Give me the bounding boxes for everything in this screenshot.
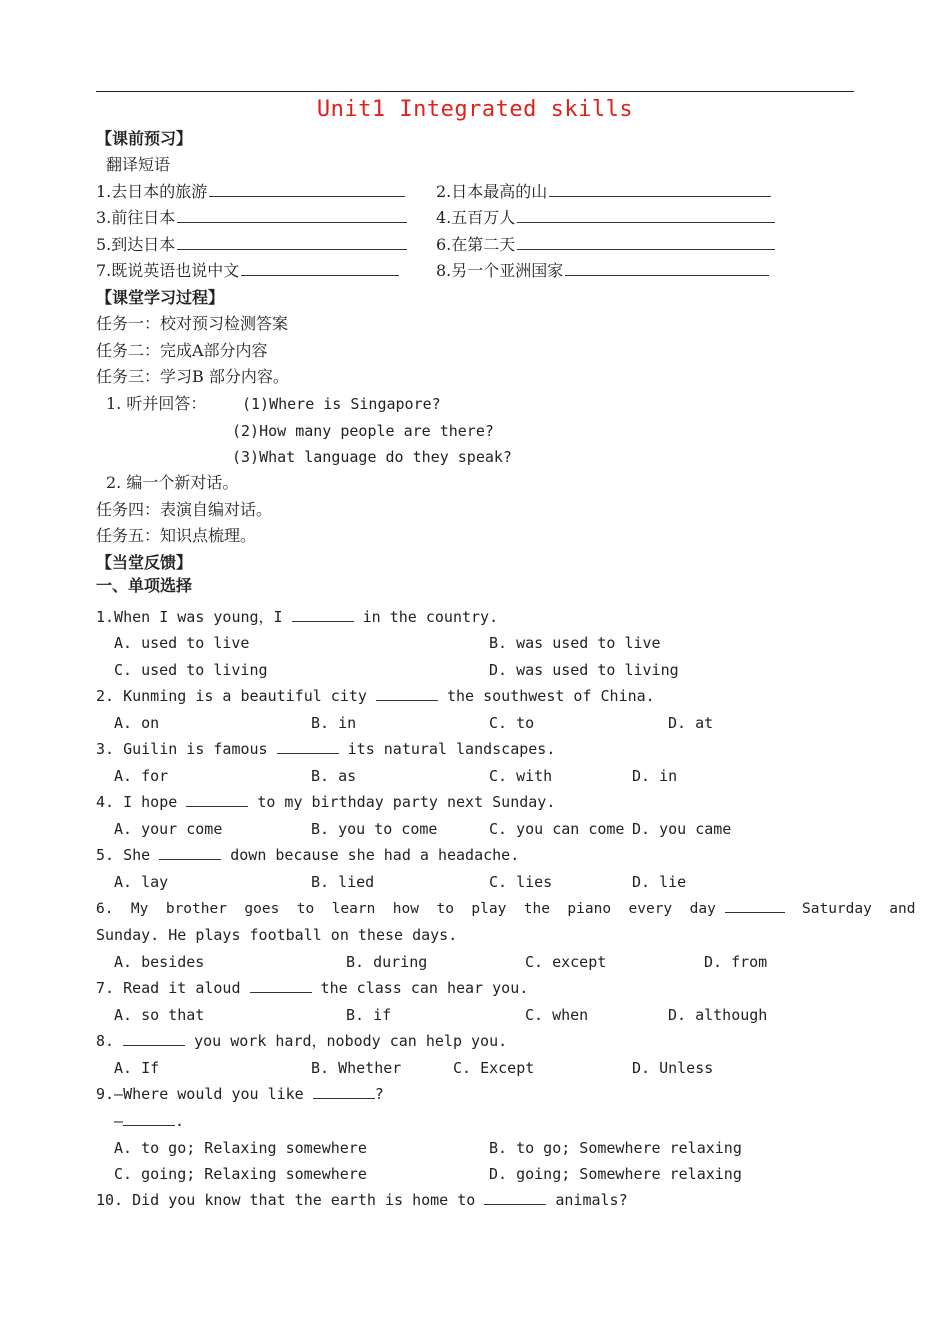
answer-blank[interactable] [376,687,438,701]
section-classroom-heading: 【课堂学习过程】 [96,288,225,307]
task-4: 任务四：表演自编对话。 [96,500,273,519]
question-9-stem: 9.—Where would you like ? [96,1085,384,1103]
q2-option-b[interactable]: B. in [311,714,357,732]
answer-blank[interactable] [250,979,312,993]
question-7-stem: 7. Read it aloud the class can hear you. [96,979,529,997]
question-5-stem: 5. She down because she had a headache. [96,846,520,864]
q9-option-a[interactable]: A. to go; Relaxing somewhere [114,1139,367,1157]
header-rule [96,91,854,92]
q7-option-a[interactable]: A. so that [114,1006,205,1024]
phrase-item: 3.前往日本 [96,207,407,229]
answer-blank[interactable] [209,182,405,197]
q1-option-a[interactable]: A. used to live [114,634,250,652]
question-1-stem: 1.When I was young，I in the country. [96,608,499,626]
question-4-stem: 4. I hope to my birthday party next Sunday. [96,793,556,811]
q9-option-d[interactable]: D. going; Somewhere relaxing [489,1165,742,1183]
q6-option-b[interactable]: B. during [346,953,428,971]
part-1-title: 一、单项选择 [96,576,193,595]
answer-blank[interactable] [186,793,248,807]
answer-blank[interactable] [177,235,407,250]
q2-option-c[interactable]: C. to [489,714,535,732]
question-6-stem: 6. My brother goes to learn how to play the piano every day Saturday and [96,901,916,917]
q6-option-c[interactable]: C. except [525,953,607,971]
task-2: 任务二：完成A部分内容 [96,341,268,360]
answer-blank[interactable] [517,235,775,250]
answer-blank[interactable] [159,846,221,860]
new-dialogue-task: 2. 编一个新对话。 [106,473,239,492]
q5-option-c[interactable]: C. lies [489,873,553,891]
q4-option-b[interactable]: B. you to come [311,820,438,838]
q8-option-a[interactable]: A. If [114,1059,160,1077]
q6-option-a[interactable]: A. besides [114,953,205,971]
answer-blank[interactable] [177,208,407,223]
page-title: Unit1 Integrated skills [316,97,634,122]
answer-blank[interactable] [292,608,354,622]
phrase-item: 8.另一个亚洲国家 [436,260,769,282]
question-10-stem: 10. Did you know that the earth is home to animals? [96,1191,628,1209]
answer-blank[interactable] [484,1191,546,1205]
q4-option-a[interactable]: A. your come [114,820,223,838]
q9-option-c[interactable]: C. going; Relaxing somewhere [114,1165,367,1183]
q2-option-d[interactable]: D. at [668,714,714,732]
task-1: 任务一：校对预习检测答案 [96,314,289,333]
q1-option-b[interactable]: B. was used to live [489,634,661,652]
q4-option-c[interactable]: C. you can come [489,820,625,838]
preview-subtitle: 翻译短语 [106,155,171,174]
listen-question-1: (1)Where is Singapore? [242,395,441,413]
q1-option-c[interactable]: C. used to living [114,661,268,679]
q8-option-d[interactable]: D. Unless [632,1059,714,1077]
q8-option-b[interactable]: B. Whether [311,1059,402,1077]
q2-option-a[interactable]: A. on [114,714,160,732]
phrase-item: 7.既说英语也说中文 [96,260,399,282]
answer-blank[interactable] [517,208,775,223]
q3-option-d[interactable]: D. in [632,767,678,785]
q9-option-b[interactable]: B. to go; Somewhere relaxing [489,1139,742,1157]
question-6-stem-cont: Sunday. He plays football on these days. [96,926,458,944]
q8-option-c[interactable]: C. Except [453,1059,535,1077]
q5-option-a[interactable]: A. lay [114,873,169,891]
phrase-item: 1.去日本的旅游 [96,181,405,203]
q4-option-d[interactable]: D. you came [632,820,732,838]
q5-option-b[interactable]: B. lied [311,873,375,891]
q5-option-d[interactable]: D. lie [632,873,687,891]
answer-blank[interactable] [313,1085,375,1099]
listen-question-3: (3)What language do they speak? [232,448,512,466]
phrase-item: 6.在第二天 [436,234,775,256]
q7-option-b[interactable]: B. if [346,1006,392,1024]
q3-option-a[interactable]: A. for [114,767,169,785]
phrase-item: 4.五百万人 [436,207,775,229]
q1-option-d[interactable]: D. was used to living [489,661,679,679]
answer-blank[interactable] [549,182,771,197]
answer-blank[interactable] [277,740,339,754]
question-9-reply: — . [114,1112,185,1130]
question-2-stem: 2. Kunming is a beautiful city the southwest of China. [96,687,655,705]
section-feedback-heading: 【当堂反馈】 [96,553,193,572]
answer-blank[interactable] [123,1032,185,1046]
answer-blank[interactable] [123,1112,175,1126]
listen-question-2: (2)How many people are there? [232,422,494,440]
q7-option-c[interactable]: C. when [525,1006,589,1024]
q7-option-d[interactable]: D. although [668,1006,768,1024]
question-8-stem: 8. you work hard，nobody can help you. [96,1032,508,1050]
task-3: 任务三：学习B 部分内容。 [96,367,289,386]
answer-blank[interactable] [241,261,399,276]
section-preview-heading: 【课前预习】 [96,129,193,148]
answer-blank[interactable] [725,899,785,913]
question-3-stem: 3. Guilin is famous its natural landscapes. [96,740,556,758]
q3-option-c[interactable]: C. with [489,767,553,785]
phrase-item: 5.到达日本 [96,234,407,256]
phrase-item: 2.日本最高的山 [436,181,771,203]
q6-option-d[interactable]: D. from [704,953,768,971]
answer-blank[interactable] [565,261,769,276]
listen-label: 1. 听并回答： [106,394,207,413]
task-5: 任务五：知识点梳理。 [96,526,257,545]
q3-option-b[interactable]: B. as [311,767,357,785]
